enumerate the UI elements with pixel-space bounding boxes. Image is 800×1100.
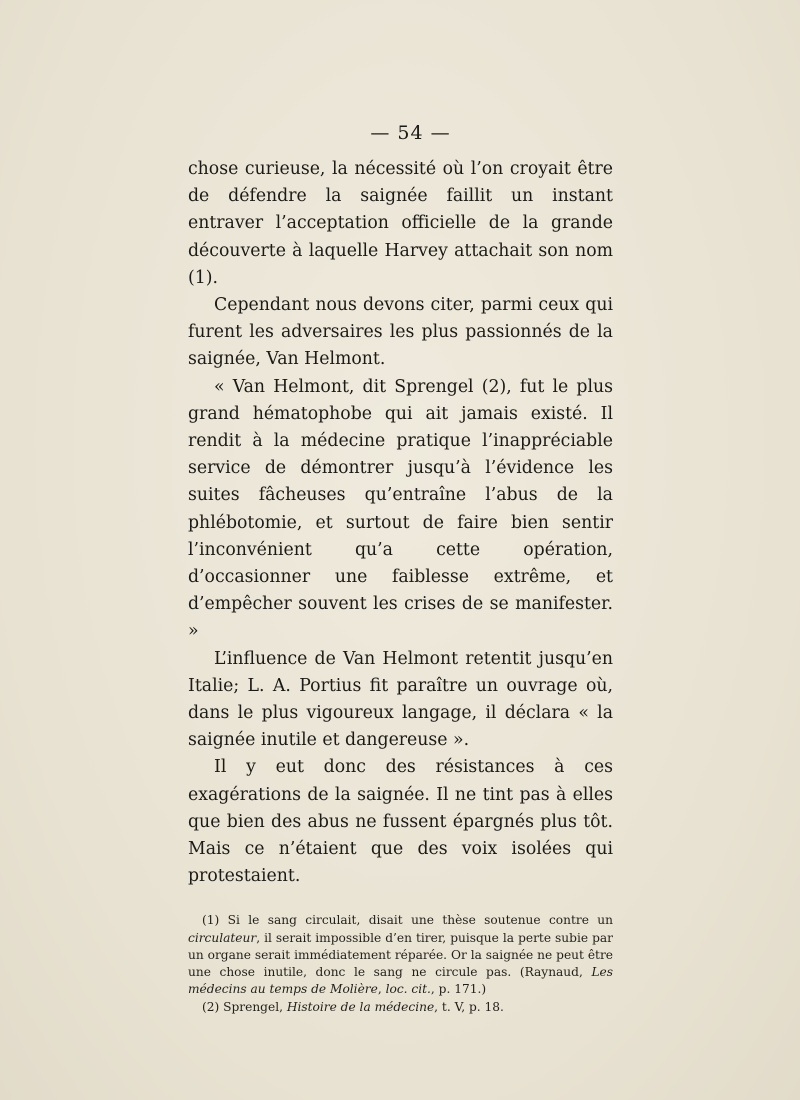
footnote-1-text: (1) Si le sang circulait, disait une thèse soutenue contre un xyxy=(202,913,613,928)
footnote-2-text: (2) Sprengel, xyxy=(202,999,287,1014)
footnotes xyxy=(188,912,613,1015)
paragraph-quote: « Van Helmont, dit Sprengel (2), fut le plus grand hématophobe qui ait jamais existé. Il rendit à la médecine pratique l’inappréciable service de démontrer jusqu’à l’évidence les suites fâcheuses qu’entraîne l’abus de la phlébotomie, et surtout de faire bien sentir l’inconvénient qu’a cette opération, d’occasionner une faiblesse extrême, et d’empêcher souvent les crises de se manifester. » xyxy=(188,376,613,642)
footnote-2-book-title: Histoire de la médecine xyxy=(286,999,435,1014)
main-text xyxy=(188,156,613,890)
paragraph: Il y eut donc des résistances à ces exagérations de la saignée. Il ne tint pas à elles que bien des abus ne fussent épargnés plus tôt. Mais ce n’étaient que des voix isolées qui protestaient. xyxy=(188,757,613,887)
paragraph-continuation: chose curieuse, la nécessité où l’on croyait être de défendre la saignée faillit un instant entraver l’acceptation officielle de la grande découverte à laquelle Harvey attachait son nom (1). xyxy=(188,159,613,288)
footnote-1-loc-cit: loc. cit. xyxy=(385,982,431,997)
paragraph: L’influence de Van Helmont retentit jusqu’en Italie; L. A. Portius fit paraître un ouvrage où, dans le plus vigoureux langage, il déclara « la saignée inutile et dangereuse ». xyxy=(188,648,613,751)
footnote-1-text: , xyxy=(377,982,386,997)
paragraph: Cependant nous devons citer, parmi ceux qui furent les adversaires les plus passionnés de la saignée, Van Helmont. xyxy=(188,295,613,370)
footnote-2 xyxy=(188,999,613,1016)
footnote-1-book-title: Les médecins au temps de Molière xyxy=(188,965,613,997)
footnote-1-text: , p. 171.) xyxy=(430,982,487,997)
page-number: — 54 — xyxy=(370,122,451,144)
footnote-1-italic: circulateur xyxy=(188,930,257,945)
book-page xyxy=(188,120,613,1016)
footnote-2-text: , t. V, p. 18. xyxy=(434,999,504,1014)
footnote-1-text: , il serait impossible d’en tirer, puisque la perte subie par un organe serait immédiatement réparée. Or la saignée ne peut être une chose inutile, donc le sang ne circule pas. (Raynaud, xyxy=(188,930,613,980)
footnote-1 xyxy=(188,912,613,998)
